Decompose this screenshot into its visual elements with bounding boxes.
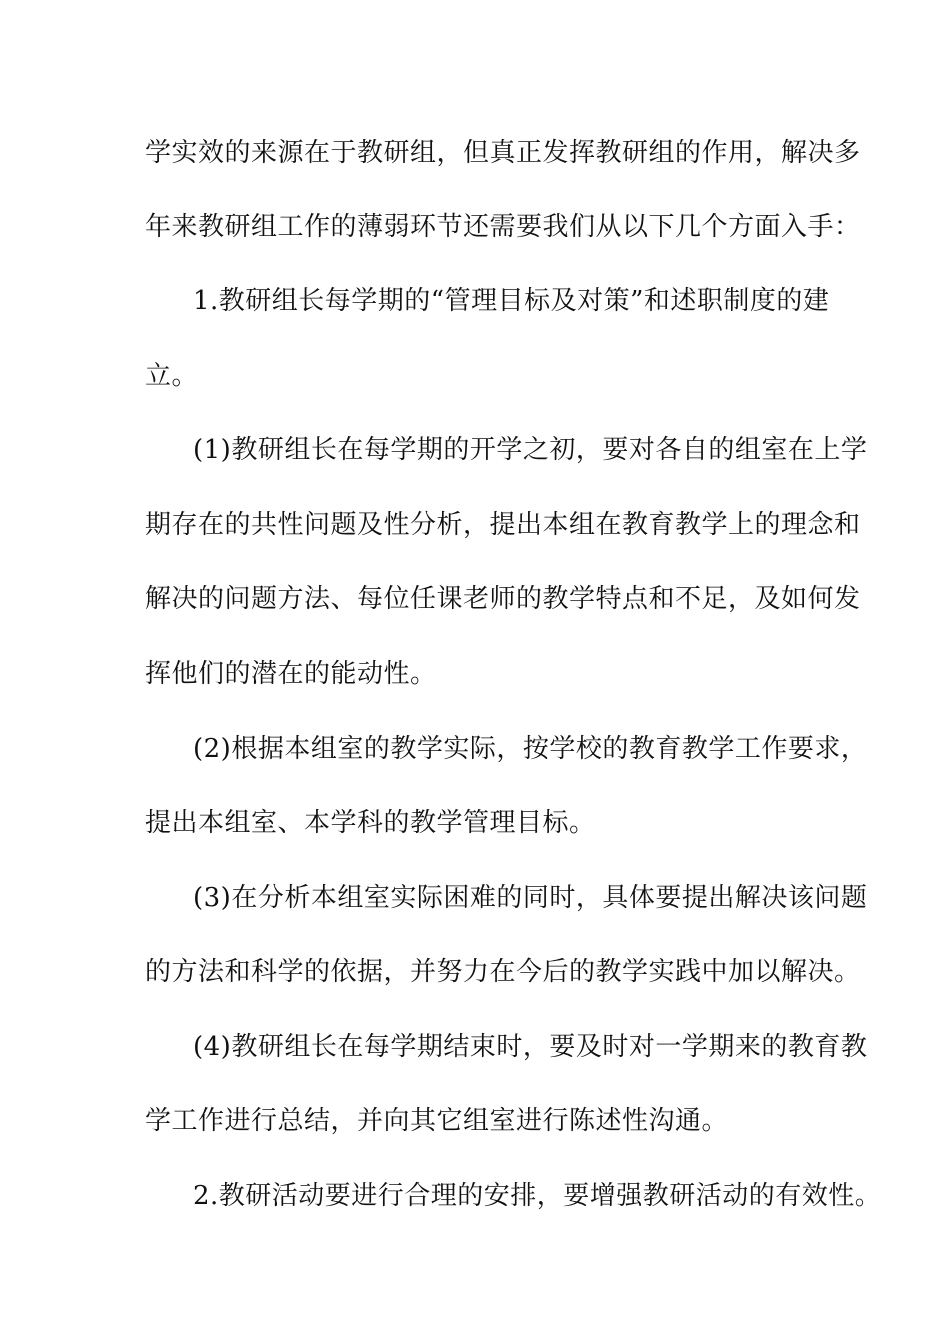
- text-line-12: 的方法和科学的依据，并努力在今后的教学实践中加以解决。: [145, 957, 861, 987]
- text-line-8: 挥他们的潜在的能动性。: [145, 659, 437, 689]
- text-line-1: 学实效的来源在于教研组，但真正发挥教研组的作用，解决多: [145, 138, 861, 168]
- text-line-5: (1)教研组长在每学期的开学之初，要对各自的组室在上学: [193, 435, 868, 465]
- text-line-15: 2.教研活动要进行合理的安排，要增强教研活动的有效性。: [193, 1181, 882, 1211]
- text-line-7: 解决的问题方法、每位任课老师的教学特点和不足，及如何发: [145, 584, 861, 614]
- text-line-10: 提出本组室、本学科的教学管理目标。: [145, 808, 596, 838]
- text-line-11: (3)在分析本组室实际困难的同时，具体要提出解决该问题: [193, 883, 868, 913]
- text-line-3: 1.教研组长每学期的“管理目标及对策”和述职制度的建: [193, 286, 830, 316]
- text-line-9: (2)根据本组室的教学实际，按学校的教育教学工作要求，: [193, 734, 868, 764]
- text-line-6: 期存在的共性问题及性分析，提出本组在教育教学上的理念和: [145, 510, 861, 540]
- text-line-4: 立。: [145, 361, 199, 391]
- text-line-13: (4)教研组长在每学期结束时，要及时对一学期来的教育教: [193, 1032, 868, 1062]
- text-line-2: 年来教研组工作的薄弱环节还需要我们从以下几个方面入手：: [145, 212, 861, 242]
- text-line-14: 学工作进行总结，并向其它组室进行陈述性沟通。: [145, 1106, 729, 1136]
